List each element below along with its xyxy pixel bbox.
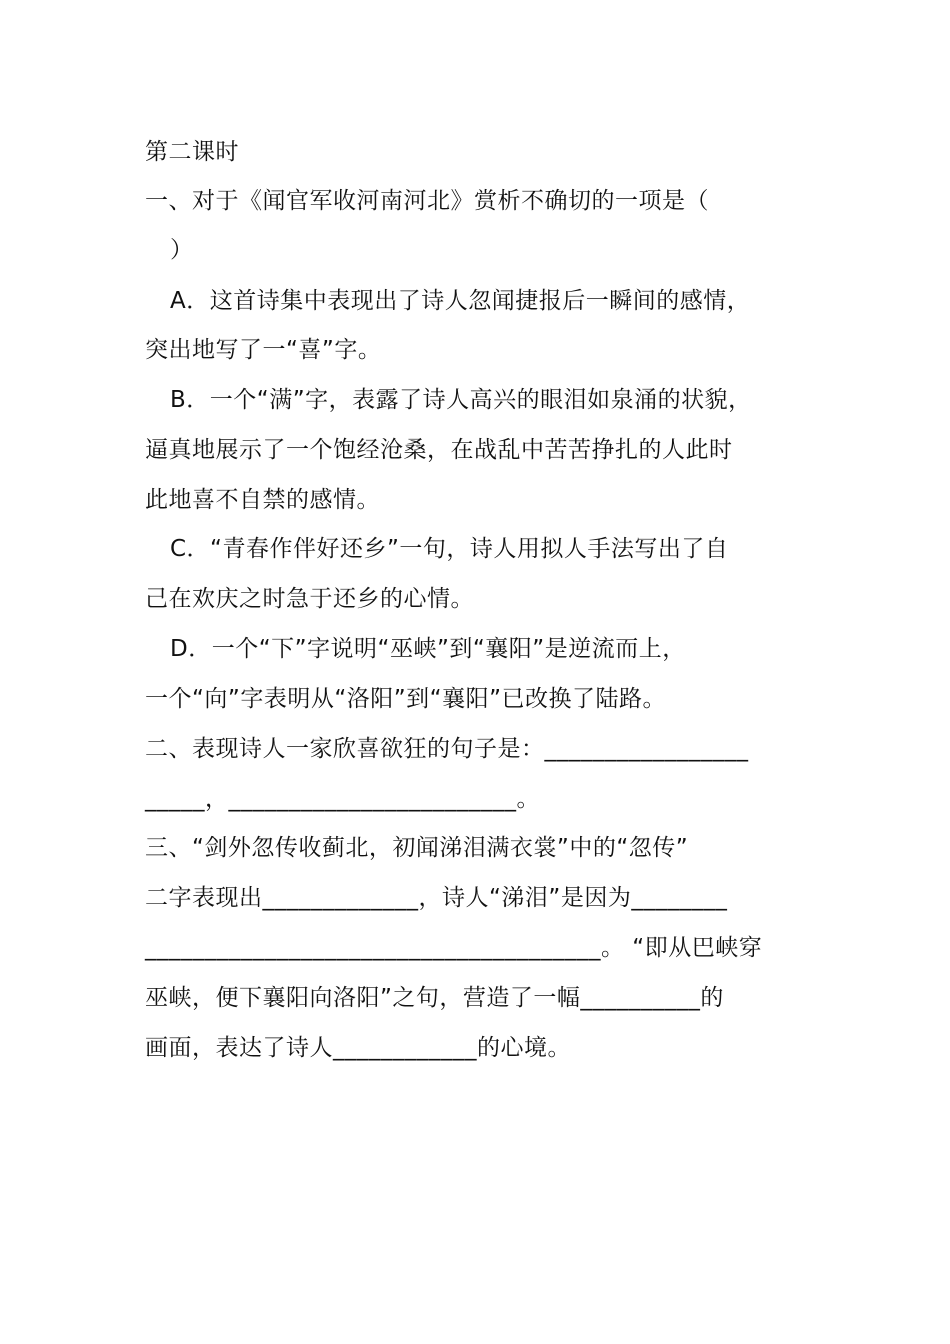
question-3-cont-2: ______________________________________。 “即从巴峡穿 <box>145 935 763 961</box>
option-c-cont: 己在欢庆之时急于还乡的心情。 <box>145 586 474 612</box>
question-1-stem-close: ） <box>170 237 194 263</box>
option-c: C．“青春作伴好还乡”一句，诗人用拟人手法写出了自 <box>170 536 729 562</box>
option-a-cont: 突出地写了一“喜”字。 <box>145 337 382 363</box>
lesson-title: 第二课时 <box>145 139 239 165</box>
question-3-cont-3: 巫峡，便下襄阳向洛阳”之句，营造了一幅__________的 <box>145 985 724 1011</box>
question-2-cont: _____，________________________。 <box>145 786 540 812</box>
question-3: 三、“剑外忽传收蓟北，初闻涕泪满衣裳”中的“忽传” <box>145 835 689 861</box>
option-a: A．这首诗集中表现出了诗人忽闻捷报后一瞬间的感情， <box>170 288 751 314</box>
question-1-stem: 一、对于《闻官军收河南河北》赏析不确切的一项是（ <box>145 188 709 214</box>
option-b-cont-2: 此地喜不自禁的感情。 <box>145 487 380 513</box>
option-d: D．一个“下”字说明“巫峡”到“襄阳”是逆流而上， <box>170 636 686 662</box>
question-3-cont-4: 画面，表达了诗人____________的心境。 <box>145 1035 571 1061</box>
question-3-cont: 二字表现出_____________，诗人“涕泪”是因为________ <box>145 885 728 911</box>
option-d-cont: 一个“向”字表明从“洛阳”到“襄阳”已改换了陆路。 <box>145 686 666 712</box>
option-b: B．一个“满”字，表露了诗人高兴的眼泪如泉涌的状貌， <box>170 387 752 413</box>
option-b-cont: 逼真地展示了一个饱经沧桑，在战乱中苦苦挣扎的人此时 <box>145 437 733 463</box>
question-2: 二、表现诗人一家欣喜欲狂的句子是：_________________ <box>145 736 749 762</box>
